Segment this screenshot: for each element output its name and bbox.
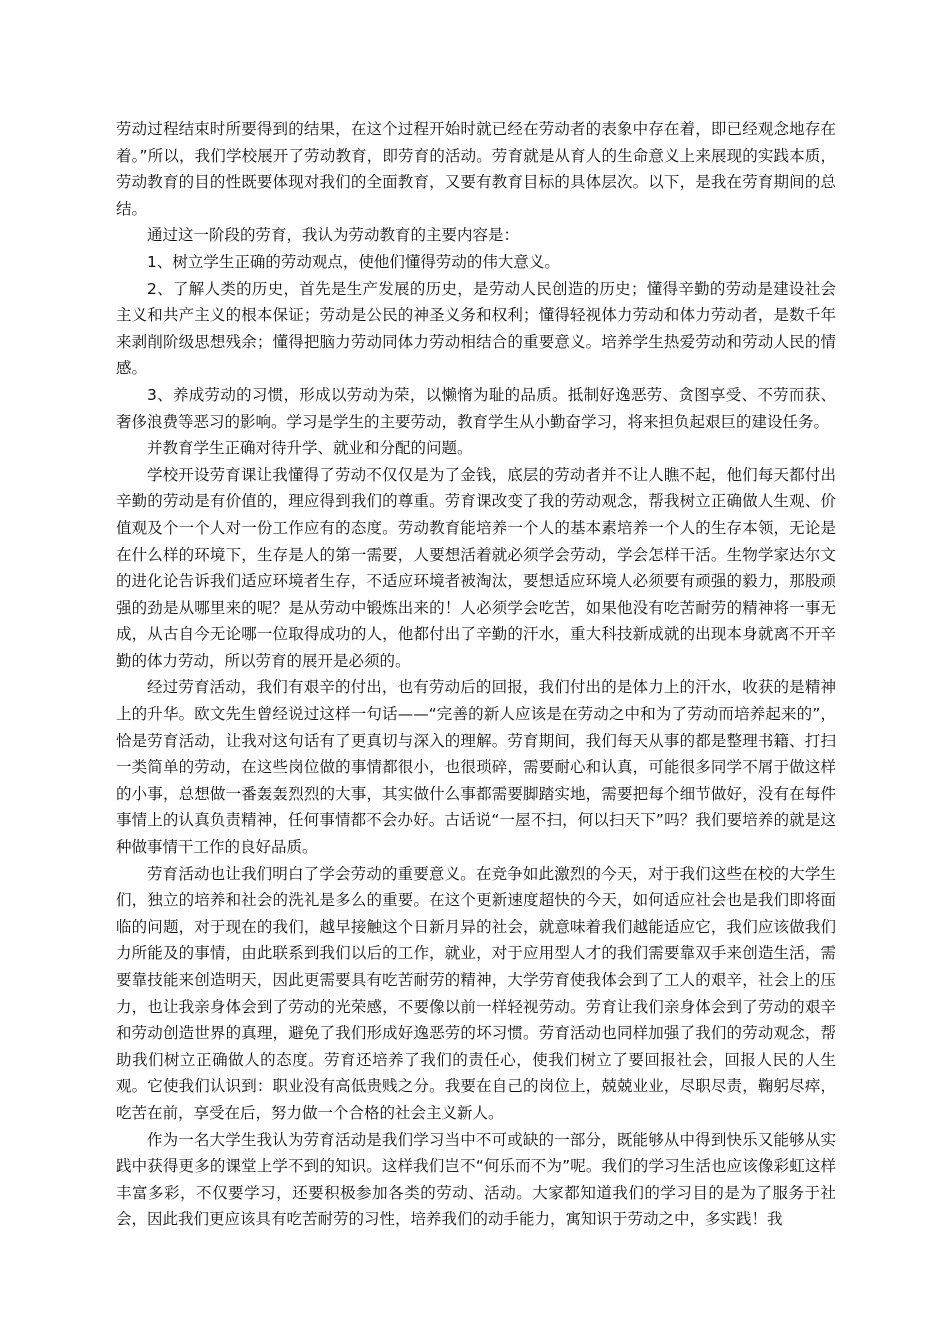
- paragraph-9: 劳育活动也让我们明白了学会劳动的重要意义。在竞争如此激烈的今天，对于我们这些在校的大学生们，独立的培养和社会的洗礼是多么的重要。在这个更新速度超快的今天，如何适应社会也是我们即将面临的问题，对于现在的我们，越早接触这个日新月异的社会，就意味着我们越能适应它，我们应该做我们力所能及的事情，由此联系到我们以后的工作，就业，对于应用型人才的我们需要靠双手来创造生活，需要靠技能来创造明天，因此更需要具有吃苦耐劳的精神，大学劳育使我体会到了工人的艰辛，社会上的压力，也让我亲身体会到了劳动的光荣感，不要像以前一样轻视劳动。劳育让我们亲身体会到了劳动的艰辛和劳动创造世界的真理，避免了我们形成好逸恶劳的坏习惯。劳育活动也同样加强了我们的劳动观念，帮助我们树立正确做人的态度。劳育还培养了我们的责任心，使我们树立了要回报社会，回报人民的人生观。它使我们认识到：职业没有高低贵贱之分。我要在自己的岗位上，兢兢业业，尽职尽责，鞠躬尽瘁，吃苦在前，享受在后，努力做一个合格的社会主义新人。: [116, 864, 836, 1122]
- paragraph-6: 并教育学生正确对待升学、就业和分配的问题。: [147, 439, 473, 458]
- paragraph-2: 通过这一阶段的劳育，我认为劳动教育的主要内容是：: [147, 226, 520, 245]
- document-body: [116, 116, 836, 1233]
- paragraph-3: 1、树立学生正确的劳动观点，使他们懂得劳动的伟大意义。: [147, 252, 560, 271]
- paragraph-5: 3、养成劳动的习惯，形成以劳动为荣，以懒惰为耻的品质。抵制好逸恶劳、贪图享受、不劳而获、奢侈浪费等恶习的影响。学习是学生的主要劳动，教育学生从小勤奋学习，将来担负起艰巨的建设任务。: [116, 385, 836, 431]
- paragraph-8: 经过劳育活动，我们有艰辛的付出，也有劳动后的回报，我们付出的是体力上的汗水，收获的是精神上的升华。欧文先生曾经说过这样一句话——“完善的新人应该是在劳动之中和为了劳动而培养起来的”，恰是劳育活动，让我对这句话有了更真切与深入的理解。劳育期间，我们每天从事的都是整理书籍、打扫一类简单的劳动，在这些岗位做的事情都很小，也很琐碎，需要耐心和认真，可能很多同学不屑于做这样的小事，总想做一番轰轰烈烈的大事，其实做什么事都需要脚踏实地，需要把每个细节做好，没有在每件事情上的认真负责精神，任何事情都不会办好。古话说“一屋不扫，何以扫天下”吗？我们要培养的就是这种做事情干工作的良好品质。: [116, 678, 836, 857]
- paragraph-7: 学校开设劳育课让我懂得了劳动不仅仅是为了金钱，底层的劳动者并不让人瞧不起，他们每天都付出辛勤的劳动是有价值的，理应得到我们的尊重。劳育课改变了我的劳动观念，帮我树立正确做人生观、价值观及个一个人对一份工作应有的态度。劳动教育能培养一个人的基本素培养一个人的生存本领，无论是在什么样的环境下，生存是人的第一需要，人要想活着就必须学会劳动，学会怎样干活。生物学家达尔文的进化论告诉我们适应环境者生存，不适应环境者被淘汰，要想适应环境人必须要有顽强的毅力，那股顽强的劲是从哪里来的呢？是从劳动中锻炼出来的！人必须学会吃苦，如果他没有吃苦耐劳的精神将一事无成，从古自今无论哪一位取得成功的人，他都付出了辛勤的汗水，重大科技新成就的出现本身就离不开辛勤的体力劳动，所以劳育的展开是必须的。: [116, 465, 836, 670]
- paragraph-1: 劳动过程结束时所要得到的结果，在这个过程开始时就已经在劳动者的表象中存在着，即已经观念地存在着。”所以，我们学校展开了劳动教育，即劳育的活动。劳育就是从育人的生命意义上来展现的实践本质，劳动教育的目的性既要体现对我们的全面教育，又要有教育目标的具体层次。以下，是我在劳育期间的总结。: [116, 120, 836, 218]
- paragraph-10: 作为一名大学生我认为劳育活动是我们学习当中不可或缺的一部分，既能够从中得到快乐又能够从实践中获得更多的课堂上学不到的知识。这样我们岂不“何乐而不为”呢。我们的学习生活也应该像彩虹这样丰富多彩，不仅要学习，还要积极参加各类的劳动、活动。大家都知道我们的学习目的是为了服务于社会，因此我们更应该具有吃苦耐劳的习性，培养我们的动手能力，寓知识于劳动之中，多实践！我: [116, 1130, 836, 1229]
- paragraph-4: 2、了解人类的历史，首先是生产发展的历史，是劳动人民创造的历史；懂得辛勤的劳动是建设社会主义和共产主义的根本保证；劳动是公民的神圣义务和权利；懂得轻视体力劳动和体力劳动者，是数千年来剥削阶级思想残余；懂得把脑力劳动同体力劳动相结合的重要意义。培养学生热爱劳动和劳动人民的情感。: [116, 279, 836, 378]
